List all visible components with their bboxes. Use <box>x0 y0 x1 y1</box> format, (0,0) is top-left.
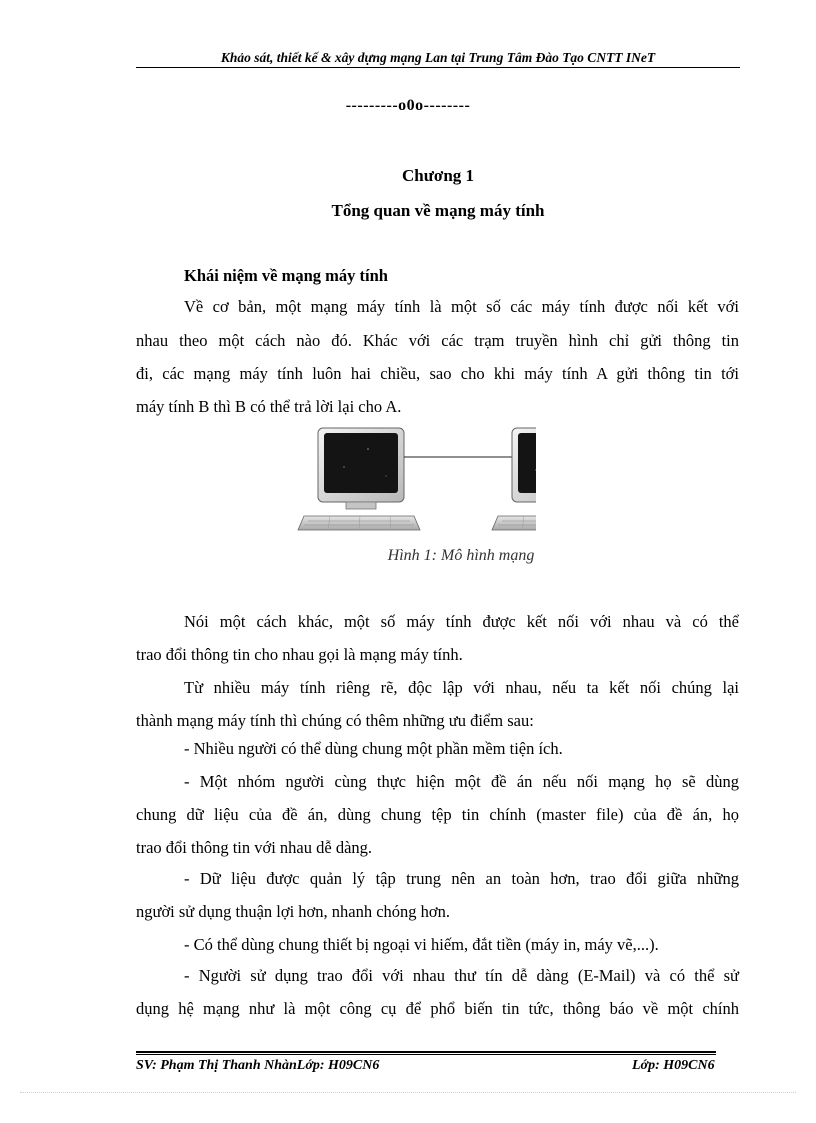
paragraph-line: Nói một cách khác, một số máy tính được kết nối với nhau và có thể <box>184 612 739 631</box>
paragraph-line: trao đổi thông tin với nhau dễ dàng. <box>136 838 373 857</box>
paragraph-line: người sử dụng thuận lợi hơn, nhanh chóng hơn. <box>136 902 451 921</box>
header-rule <box>136 67 740 68</box>
footer-rule <box>136 1054 716 1055</box>
section-heading: Khái niệm về mạng máy tính <box>184 266 388 285</box>
network-figure <box>290 420 536 532</box>
paragraph-line: - Một nhóm người cùng thực hiện một đề án nếu nối mạng họ sẽ dùng <box>184 772 739 791</box>
monitor-stand <box>346 502 376 509</box>
computer-left <box>298 428 420 530</box>
screen-star <box>367 448 369 450</box>
paragraph-line: Từ nhiều máy tính riêng rẽ, độc lập với nhau, nếu ta kết nối chúng lại <box>184 678 739 697</box>
monitor-screen <box>518 433 536 493</box>
footer-class: Lớp: H09CN6 <box>632 1058 715 1073</box>
paragraph-line: đi, các mạng máy tính luôn hai chiều, sao cho khi máy tính A gửi thông tin tới <box>136 364 739 383</box>
network-diagram <box>290 420 536 532</box>
paragraph-line: - Dữ liệu được quản lý tập trung nên an toàn hơn, trao đổi giữa những <box>184 869 739 888</box>
paragraph-line: thành mạng máy tính thì chúng có thêm những ưu điểm sau: <box>136 711 534 730</box>
screen-star <box>343 466 344 467</box>
paragraph-line: Về cơ bản, một mạng máy tính là một số các máy tính được nối kết với <box>184 297 739 316</box>
header-title: Khảo sát, thiết kế & xây dựng mạng Lan tại Trung Tâm Đào Tạo CNTT INeT <box>220 50 656 65</box>
computer-right <box>492 428 536 530</box>
screen-star <box>385 475 386 476</box>
bullet-4: - Có thể dùng chung thiết bị ngoại vi hiếm, đắt tiền (máy in, máy vẽ,...). <box>184 935 659 954</box>
decorative-separator: ---------o0o-------- <box>345 97 471 114</box>
paragraph-line: trao đổi thông tin cho nhau gọi là mạng máy tính. <box>136 645 463 664</box>
bullet-1: - Nhiều người có thể dùng chung một phần mềm tiện ích. <box>184 739 563 758</box>
paragraph-line: dụng hệ mạng như là một công cụ để phổ biến tin tức, thông báo về một chính <box>136 999 739 1018</box>
footer-rule <box>136 1051 716 1053</box>
footer-student: SV: Phạm Thị Thanh NhànLớp: H09CN6 <box>136 1058 380 1073</box>
keyboard <box>492 516 536 530</box>
page-bottom-edge <box>20 1092 796 1093</box>
paragraph-line: nhau theo một cách nào đó. Khác với các trạm truyền hình chỉ gửi thông tin <box>136 331 739 350</box>
paragraph-line: - Người sử dụng trao đổi với nhau thư tín dễ dàng (E-Mail) và có thể sử <box>184 966 739 985</box>
monitor-screen <box>324 433 398 493</box>
paragraph-line: chung dữ liệu của đề án, dùng chung tệp tin chính (master file) của đề án, họ <box>136 805 739 824</box>
chapter-number: Chương 1 <box>401 166 475 185</box>
chapter-title: Tổng quan về mạng máy tính <box>331 201 545 220</box>
paragraph-line: máy tính B thì B có thể trả lời lại cho A. <box>136 397 402 416</box>
figure-caption: Hình 1: Mô hình mạng <box>387 547 535 564</box>
